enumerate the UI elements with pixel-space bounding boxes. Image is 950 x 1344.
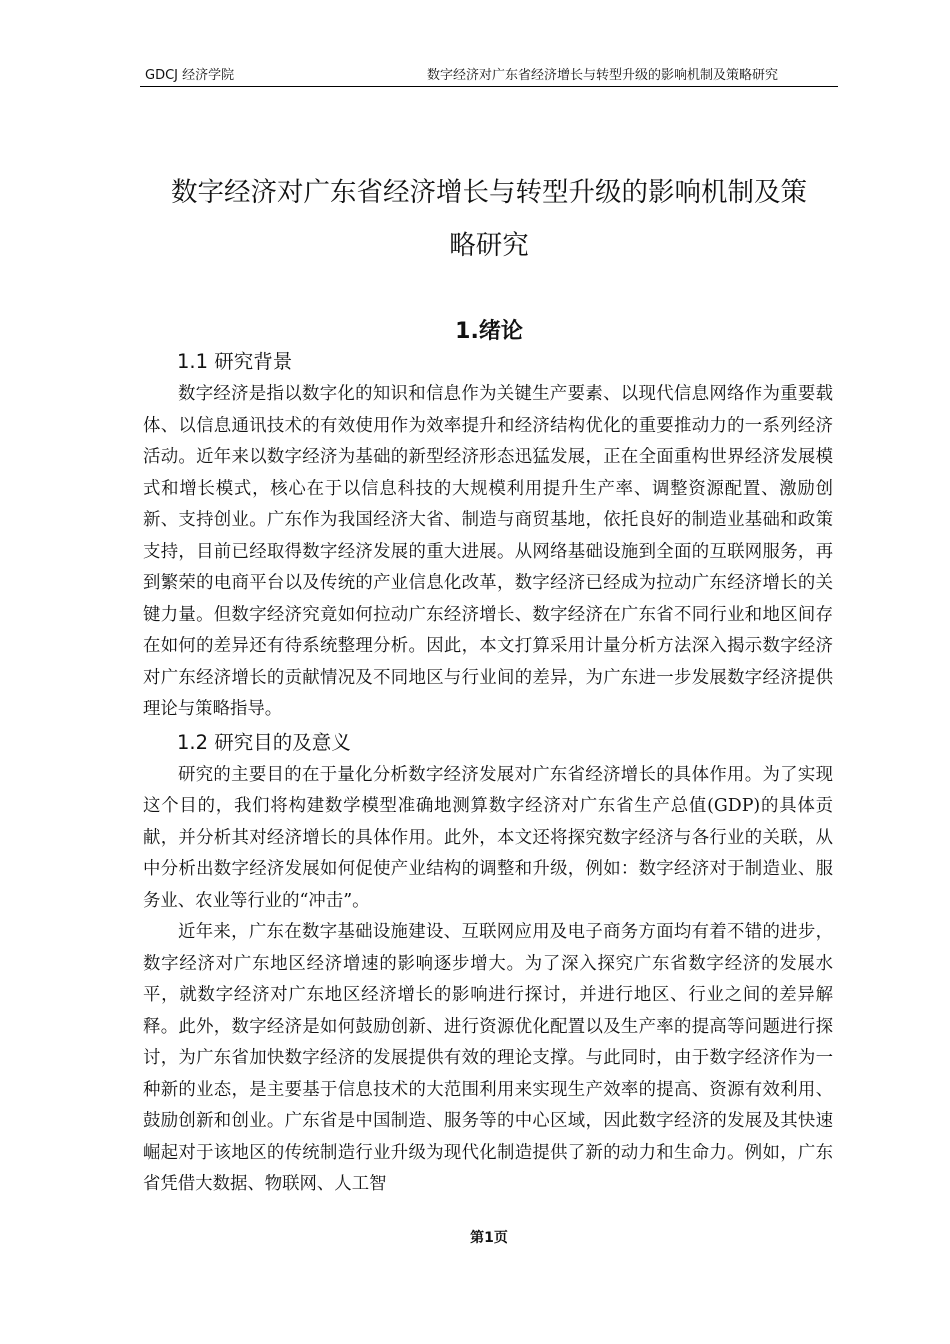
document-title — [140, 166, 838, 272]
chapter-heading: 1.绪论 — [455, 319, 523, 344]
main-content — [143, 345, 833, 1201]
header-document-title: 数字经济对广东省经济增长与转型升级的影响机制及策略研究 — [426, 68, 778, 83]
paragraph-purpose-1: 研究的主要目的在于量化分析数字经济发展对广东省经济增长的具体作用。为了实现这个目的，我们将构建数学模型准确地测算数字经济对广东省生产总值(GDP)的具体贡献，并分析其对经济增长的具体作用。此外，本文还将探究数字经济与各行业的关联，从中分析出数字经济发展如何促使产业结构的调整和升级，例如：数字经济对于制造业、服务业、农业等行业的“冲击”。 — [143, 764, 833, 911]
paragraph-purpose-2: 近年来，广东在数字基础设施建设、互联网应用及电子商务方面均有着不错的进步，数字经济对广东地区经济增速的影响逐步增大。为了深入探究广东省数字经济的发展水平，就数字经济对广东地区经济增长的影响进行探讨，并进行地区、行业之间的差异解释。此外，数字经济是如何鼓励创新、进行资源优化配置以及生产率的提高等问题进行探讨，为广东省加快数字经济的发展提供有效的理论支撑。与此同时，由于数字经济作为一种新的业态，是主要基于信息技术的大范围利用来实现生产效率的提高、资源有效利用、鼓励创新和创业。广东省是中国制造、服务等的中心区域，因此数字经济的发展及其快速崛起对于该地区的传统制造行业升级为现代化制造提供了新的动力和生命力。例如，广东省凭借大数据、物联网、人工智 — [143, 922, 833, 1194]
page-header — [140, 66, 838, 87]
header-institution: GDCJ 经济学院 — [145, 68, 235, 83]
document-title-line-1: 数字经济对广东省经济增长与转型升级的影响机制及策 — [171, 177, 807, 208]
page-number: 第1页 — [470, 1230, 508, 1246]
document-title-line-2: 略研究 — [449, 230, 529, 261]
section-heading-purpose: 1.2 研究目的及意义 — [177, 730, 351, 754]
section-heading-background: 1.1 研究背景 — [177, 350, 293, 373]
paragraph-background: 数字经济是指以数字化的知识和信息作为关键生产要素、以现代信息网络作为重要载体、以信息通讯技术的有效使用作为效率提升和经济结构优化的重要推动力的一系列经济活动。近年来以数字经济为基础的新型经济形态迅猛发展，正在全面重构世界经济发展模式和增长模式，核心在于以信息科技的大规模利用提升生产率、调整资源配置、激励创新、支持创业。广东作为我国经济大省、制造与商贸基地，依托良好的制造业基础和政策支持，目前已经取得数字经济发展的重大进展。从网络基础设施到全面的互联网服务，再到繁荣的电商平台以及传统的产业信息化改革，数字经济已经成为拉动广东经济增长的关键力量。但数字经济究竟如何拉动广东经济增长、数字经济在广东省不同行业和地区间存在如何的差异还有待系统整理分析。因此，本文打算采用计量分析方法深入揭示数字经济对广东经济增长的贡献情况及不同地区与行业间的差异，为广东进一步发展数字经济提供理论与策略指导。 — [143, 384, 833, 719]
